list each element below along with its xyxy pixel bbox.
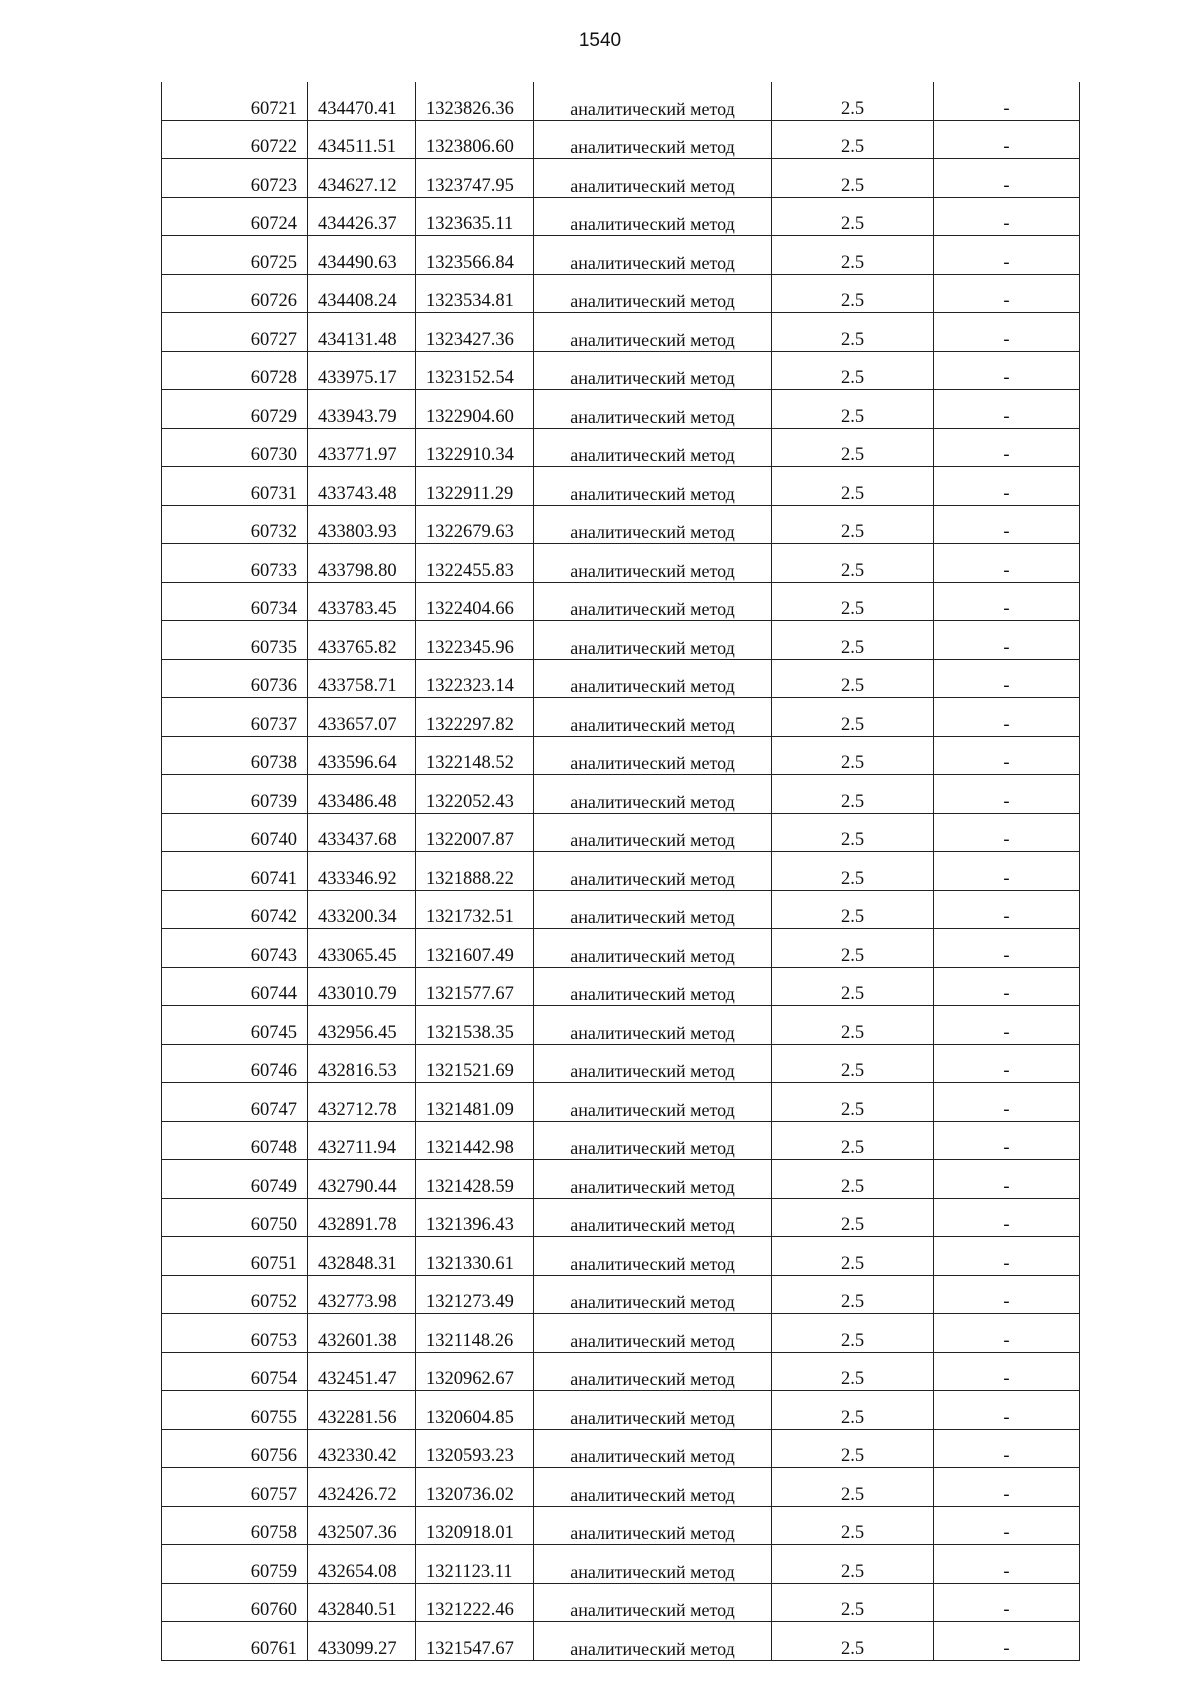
- note-cell: -: [934, 890, 1080, 929]
- note-cell: -: [934, 1468, 1080, 1507]
- table-row: [162, 544, 1080, 583]
- method-cell: аналитический метод: [534, 1006, 772, 1045]
- method-cell: аналитический метод: [534, 1237, 772, 1276]
- method-cell: аналитический метод: [534, 159, 772, 198]
- note-cell: -: [934, 159, 1080, 198]
- method-cell: аналитический метод: [534, 1429, 772, 1468]
- method-cell: аналитический метод: [534, 621, 772, 660]
- x-coordinate-cell: 433099.27: [308, 1622, 416, 1661]
- point-id-cell: 60733: [162, 544, 308, 583]
- table-row: [162, 1314, 1080, 1353]
- point-id-cell: 60736: [162, 659, 308, 698]
- point-id-cell: 60741: [162, 852, 308, 891]
- note-cell: -: [934, 390, 1080, 429]
- note-cell: -: [934, 1506, 1080, 1545]
- coordinates-table: [161, 82, 1080, 1661]
- x-coordinate-cell: 433771.97: [308, 428, 416, 467]
- note-cell: -: [934, 467, 1080, 506]
- y-coordinate-cell: 1323427.36: [416, 313, 534, 352]
- note-cell: -: [934, 1583, 1080, 1622]
- point-id-cell: 60756: [162, 1429, 308, 1468]
- y-coordinate-cell: 1321888.22: [416, 852, 534, 891]
- table-row: [162, 390, 1080, 429]
- method-cell: аналитический метод: [534, 274, 772, 313]
- accuracy-cell: 2.5: [772, 698, 934, 737]
- x-coordinate-cell: 433943.79: [308, 390, 416, 429]
- x-coordinate-cell: 434131.48: [308, 313, 416, 352]
- note-cell: -: [934, 82, 1080, 120]
- point-id-cell: 60735: [162, 621, 308, 660]
- y-coordinate-cell: 1322148.52: [416, 736, 534, 775]
- y-coordinate-cell: 1321732.51: [416, 890, 534, 929]
- y-coordinate-cell: 1321442.98: [416, 1121, 534, 1160]
- accuracy-cell: 2.5: [772, 82, 934, 120]
- point-id-cell: 60727: [162, 313, 308, 352]
- x-coordinate-cell: 432281.56: [308, 1391, 416, 1430]
- method-cell: аналитический метод: [534, 1083, 772, 1122]
- x-coordinate-cell: 434627.12: [308, 159, 416, 198]
- note-cell: -: [934, 313, 1080, 352]
- y-coordinate-cell: 1321273.49: [416, 1275, 534, 1314]
- table-row: [162, 582, 1080, 621]
- point-id-cell: 60739: [162, 775, 308, 814]
- table-row: [162, 1429, 1080, 1468]
- note-cell: -: [934, 1622, 1080, 1661]
- note-cell: -: [934, 582, 1080, 621]
- accuracy-cell: 2.5: [772, 736, 934, 775]
- y-coordinate-cell: 1321521.69: [416, 1044, 534, 1083]
- note-cell: -: [934, 120, 1080, 159]
- method-cell: аналитический метод: [534, 967, 772, 1006]
- note-cell: -: [934, 428, 1080, 467]
- point-id-cell: 60760: [162, 1583, 308, 1622]
- table-row: [162, 197, 1080, 236]
- point-id-cell: 60755: [162, 1391, 308, 1430]
- note-cell: -: [934, 621, 1080, 660]
- x-coordinate-cell: 433743.48: [308, 467, 416, 506]
- point-id-cell: 60742: [162, 890, 308, 929]
- accuracy-cell: 2.5: [772, 1314, 934, 1353]
- x-coordinate-cell: 432848.31: [308, 1237, 416, 1276]
- y-coordinate-cell: 1323806.60: [416, 120, 534, 159]
- point-id-cell: 60730: [162, 428, 308, 467]
- method-cell: аналитический метод: [534, 582, 772, 621]
- accuracy-cell: 2.5: [772, 236, 934, 275]
- accuracy-cell: 2.5: [772, 1429, 934, 1468]
- point-id-cell: 60731: [162, 467, 308, 506]
- accuracy-cell: 2.5: [772, 813, 934, 852]
- method-cell: аналитический метод: [534, 1160, 772, 1199]
- accuracy-cell: 2.5: [772, 1044, 934, 1083]
- point-id-cell: 60753: [162, 1314, 308, 1353]
- accuracy-cell: 2.5: [772, 1237, 934, 1276]
- accuracy-cell: 2.5: [772, 1583, 934, 1622]
- note-cell: -: [934, 1121, 1080, 1160]
- accuracy-cell: 2.5: [772, 1506, 934, 1545]
- table-row: [162, 236, 1080, 275]
- x-coordinate-cell: 433803.93: [308, 505, 416, 544]
- point-id-cell: 60726: [162, 274, 308, 313]
- table-row: [162, 1583, 1080, 1622]
- x-coordinate-cell: 434511.51: [308, 120, 416, 159]
- table-row: [162, 929, 1080, 968]
- note-cell: -: [934, 1275, 1080, 1314]
- point-id-cell: 60743: [162, 929, 308, 968]
- table-row: [162, 467, 1080, 506]
- table-row: [162, 1083, 1080, 1122]
- x-coordinate-cell: 433783.45: [308, 582, 416, 621]
- point-id-cell: 60738: [162, 736, 308, 775]
- point-id-cell: 60745: [162, 1006, 308, 1045]
- method-cell: аналитический метод: [534, 351, 772, 390]
- accuracy-cell: 2.5: [772, 1391, 934, 1430]
- x-coordinate-cell: 432840.51: [308, 1583, 416, 1622]
- table-row: [162, 1468, 1080, 1507]
- table-row: [162, 1044, 1080, 1083]
- method-cell: аналитический метод: [534, 313, 772, 352]
- point-id-cell: 60722: [162, 120, 308, 159]
- table-row: [162, 1352, 1080, 1391]
- x-coordinate-cell: 434408.24: [308, 274, 416, 313]
- table-row: [162, 428, 1080, 467]
- note-cell: -: [934, 544, 1080, 583]
- x-coordinate-cell: 433758.71: [308, 659, 416, 698]
- method-cell: аналитический метод: [534, 1545, 772, 1584]
- table-row: [162, 351, 1080, 390]
- note-cell: -: [934, 351, 1080, 390]
- point-id-cell: 60729: [162, 390, 308, 429]
- table-row: [162, 1006, 1080, 1045]
- method-cell: аналитический метод: [534, 1506, 772, 1545]
- x-coordinate-cell: 432711.94: [308, 1121, 416, 1160]
- note-cell: -: [934, 1429, 1080, 1468]
- table-row: [162, 736, 1080, 775]
- note-cell: -: [934, 1391, 1080, 1430]
- page-number: 1540: [578, 30, 622, 51]
- note-cell: -: [934, 1160, 1080, 1199]
- method-cell: аналитический метод: [534, 1352, 772, 1391]
- x-coordinate-cell: 432507.36: [308, 1506, 416, 1545]
- accuracy-cell: 2.5: [772, 582, 934, 621]
- accuracy-cell: 2.5: [772, 544, 934, 583]
- accuracy-cell: 2.5: [772, 775, 934, 814]
- accuracy-cell: 2.5: [772, 1352, 934, 1391]
- note-cell: -: [934, 274, 1080, 313]
- point-id-cell: 60749: [162, 1160, 308, 1199]
- y-coordinate-cell: 1321607.49: [416, 929, 534, 968]
- table-row: [162, 120, 1080, 159]
- x-coordinate-cell: 433346.92: [308, 852, 416, 891]
- y-coordinate-cell: 1321123.11: [416, 1545, 534, 1584]
- note-cell: -: [934, 1006, 1080, 1045]
- accuracy-cell: 2.5: [772, 197, 934, 236]
- point-id-cell: 60721: [162, 82, 308, 120]
- note-cell: -: [934, 813, 1080, 852]
- method-cell: аналитический метод: [534, 1468, 772, 1507]
- y-coordinate-cell: 1321396.43: [416, 1198, 534, 1237]
- method-cell: аналитический метод: [534, 1275, 772, 1314]
- method-cell: аналитический метод: [534, 505, 772, 544]
- point-id-cell: 60728: [162, 351, 308, 390]
- y-coordinate-cell: 1320736.02: [416, 1468, 534, 1507]
- table-row: [162, 1121, 1080, 1160]
- point-id-cell: 60723: [162, 159, 308, 198]
- table-row: [162, 1391, 1080, 1430]
- x-coordinate-cell: 434470.41: [308, 82, 416, 120]
- accuracy-cell: 2.5: [772, 1083, 934, 1122]
- point-id-cell: 60734: [162, 582, 308, 621]
- note-cell: -: [934, 967, 1080, 1006]
- accuracy-cell: 2.5: [772, 967, 934, 1006]
- method-cell: аналитический метод: [534, 852, 772, 891]
- point-id-cell: 60751: [162, 1237, 308, 1276]
- accuracy-cell: 2.5: [772, 1468, 934, 1507]
- method-cell: аналитический метод: [534, 82, 772, 120]
- x-coordinate-cell: 432451.47: [308, 1352, 416, 1391]
- y-coordinate-cell: 1322910.34: [416, 428, 534, 467]
- coordinates-table-body: [162, 82, 1080, 1660]
- table-row: [162, 82, 1080, 120]
- x-coordinate-cell: 432712.78: [308, 1083, 416, 1122]
- point-id-cell: 60724: [162, 197, 308, 236]
- y-coordinate-cell: 1322404.66: [416, 582, 534, 621]
- y-coordinate-cell: 1321577.67: [416, 967, 534, 1006]
- method-cell: аналитический метод: [534, 736, 772, 775]
- note-cell: -: [934, 1545, 1080, 1584]
- y-coordinate-cell: 1322297.82: [416, 698, 534, 737]
- point-id-cell: 60748: [162, 1121, 308, 1160]
- x-coordinate-cell: 433010.79: [308, 967, 416, 1006]
- point-id-cell: 60752: [162, 1275, 308, 1314]
- table-row: [162, 852, 1080, 891]
- x-coordinate-cell: 432891.78: [308, 1198, 416, 1237]
- method-cell: аналитический метод: [534, 120, 772, 159]
- table-row: [162, 1198, 1080, 1237]
- y-coordinate-cell: 1320918.01: [416, 1506, 534, 1545]
- point-id-cell: 60759: [162, 1545, 308, 1584]
- accuracy-cell: 2.5: [772, 852, 934, 891]
- accuracy-cell: 2.5: [772, 890, 934, 929]
- method-cell: аналитический метод: [534, 1391, 772, 1430]
- y-coordinate-cell: 1320604.85: [416, 1391, 534, 1430]
- x-coordinate-cell: 433200.34: [308, 890, 416, 929]
- table-row: [162, 775, 1080, 814]
- point-id-cell: 60725: [162, 236, 308, 275]
- table-row: [162, 274, 1080, 313]
- x-coordinate-cell: 433798.80: [308, 544, 416, 583]
- table-row: [162, 967, 1080, 1006]
- table-row: [162, 505, 1080, 544]
- table-row: [162, 313, 1080, 352]
- y-coordinate-cell: 1323747.95: [416, 159, 534, 198]
- accuracy-cell: 2.5: [772, 428, 934, 467]
- x-coordinate-cell: 434490.63: [308, 236, 416, 275]
- accuracy-cell: 2.5: [772, 390, 934, 429]
- accuracy-cell: 2.5: [772, 274, 934, 313]
- method-cell: аналитический метод: [534, 775, 772, 814]
- accuracy-cell: 2.5: [772, 659, 934, 698]
- x-coordinate-cell: 432790.44: [308, 1160, 416, 1199]
- accuracy-cell: 2.5: [772, 1545, 934, 1584]
- note-cell: -: [934, 1352, 1080, 1391]
- note-cell: -: [934, 197, 1080, 236]
- method-cell: аналитический метод: [534, 890, 772, 929]
- y-coordinate-cell: 1322904.60: [416, 390, 534, 429]
- y-coordinate-cell: 1322323.14: [416, 659, 534, 698]
- point-id-cell: 60737: [162, 698, 308, 737]
- table-row: [162, 621, 1080, 660]
- x-coordinate-cell: 433657.07: [308, 698, 416, 737]
- table-row: [162, 1622, 1080, 1661]
- x-coordinate-cell: 432773.98: [308, 1275, 416, 1314]
- x-coordinate-cell: 432426.72: [308, 1468, 416, 1507]
- x-coordinate-cell: 433975.17: [308, 351, 416, 390]
- y-coordinate-cell: 1321481.09: [416, 1083, 534, 1122]
- point-id-cell: 60761: [162, 1622, 308, 1661]
- accuracy-cell: 2.5: [772, 505, 934, 544]
- table-row: [162, 1237, 1080, 1276]
- method-cell: аналитический метод: [534, 390, 772, 429]
- accuracy-cell: 2.5: [772, 120, 934, 159]
- method-cell: аналитический метод: [534, 659, 772, 698]
- method-cell: аналитический метод: [534, 428, 772, 467]
- y-coordinate-cell: 1321330.61: [416, 1237, 534, 1276]
- accuracy-cell: 2.5: [772, 1006, 934, 1045]
- x-coordinate-cell: 434426.37: [308, 197, 416, 236]
- y-coordinate-cell: 1323826.36: [416, 82, 534, 120]
- x-coordinate-cell: 433437.68: [308, 813, 416, 852]
- note-cell: -: [934, 236, 1080, 275]
- method-cell: аналитический метод: [534, 544, 772, 583]
- x-coordinate-cell: 433065.45: [308, 929, 416, 968]
- table-row: [162, 1545, 1080, 1584]
- note-cell: -: [934, 659, 1080, 698]
- table-row: [162, 813, 1080, 852]
- method-cell: аналитический метод: [534, 1121, 772, 1160]
- y-coordinate-cell: 1322911.29: [416, 467, 534, 506]
- table-row: [162, 659, 1080, 698]
- x-coordinate-cell: 432654.08: [308, 1545, 416, 1584]
- accuracy-cell: 2.5: [772, 467, 934, 506]
- y-coordinate-cell: 1320593.23: [416, 1429, 534, 1468]
- y-coordinate-cell: 1321538.35: [416, 1006, 534, 1045]
- y-coordinate-cell: 1321222.46: [416, 1583, 534, 1622]
- table-row: [162, 698, 1080, 737]
- accuracy-cell: 2.5: [772, 1198, 934, 1237]
- point-id-cell: 60758: [162, 1506, 308, 1545]
- point-id-cell: 60750: [162, 1198, 308, 1237]
- y-coordinate-cell: 1323566.84: [416, 236, 534, 275]
- point-id-cell: 60747: [162, 1083, 308, 1122]
- table-row: [162, 1275, 1080, 1314]
- point-id-cell: 60757: [162, 1468, 308, 1507]
- accuracy-cell: 2.5: [772, 621, 934, 660]
- x-coordinate-cell: 432601.38: [308, 1314, 416, 1353]
- accuracy-cell: 2.5: [772, 1622, 934, 1661]
- method-cell: аналитический метод: [534, 1583, 772, 1622]
- note-cell: -: [934, 1198, 1080, 1237]
- method-cell: аналитический метод: [534, 1198, 772, 1237]
- note-cell: -: [934, 698, 1080, 737]
- note-cell: -: [934, 852, 1080, 891]
- accuracy-cell: 2.5: [772, 351, 934, 390]
- accuracy-cell: 2.5: [772, 1275, 934, 1314]
- accuracy-cell: 2.5: [772, 159, 934, 198]
- note-cell: -: [934, 1083, 1080, 1122]
- method-cell: аналитический метод: [534, 1044, 772, 1083]
- note-cell: -: [934, 505, 1080, 544]
- note-cell: -: [934, 736, 1080, 775]
- method-cell: аналитический метод: [534, 1314, 772, 1353]
- y-coordinate-cell: 1323152.54: [416, 351, 534, 390]
- y-coordinate-cell: 1322455.83: [416, 544, 534, 583]
- y-coordinate-cell: 1323534.81: [416, 274, 534, 313]
- accuracy-cell: 2.5: [772, 929, 934, 968]
- note-cell: -: [934, 929, 1080, 968]
- accuracy-cell: 2.5: [772, 1160, 934, 1199]
- x-coordinate-cell: 433486.48: [308, 775, 416, 814]
- y-coordinate-cell: 1323635.11: [416, 197, 534, 236]
- y-coordinate-cell: 1322007.87: [416, 813, 534, 852]
- method-cell: аналитический метод: [534, 236, 772, 275]
- note-cell: -: [934, 775, 1080, 814]
- x-coordinate-cell: 433765.82: [308, 621, 416, 660]
- method-cell: аналитический метод: [534, 929, 772, 968]
- point-id-cell: 60740: [162, 813, 308, 852]
- method-cell: аналитический метод: [534, 698, 772, 737]
- x-coordinate-cell: 432330.42: [308, 1429, 416, 1468]
- y-coordinate-cell: 1322679.63: [416, 505, 534, 544]
- x-coordinate-cell: 432816.53: [308, 1044, 416, 1083]
- note-cell: -: [934, 1044, 1080, 1083]
- table-row: [162, 1160, 1080, 1199]
- method-cell: аналитический метод: [534, 467, 772, 506]
- y-coordinate-cell: 1321547.67: [416, 1622, 534, 1661]
- table-row: [162, 159, 1080, 198]
- point-id-cell: 60754: [162, 1352, 308, 1391]
- method-cell: аналитический метод: [534, 1622, 772, 1661]
- y-coordinate-cell: 1321148.26: [416, 1314, 534, 1353]
- point-id-cell: 60732: [162, 505, 308, 544]
- table-row: [162, 890, 1080, 929]
- y-coordinate-cell: 1321428.59: [416, 1160, 534, 1199]
- y-coordinate-cell: 1322052.43: [416, 775, 534, 814]
- accuracy-cell: 2.5: [772, 313, 934, 352]
- method-cell: аналитический метод: [534, 813, 772, 852]
- note-cell: -: [934, 1314, 1080, 1353]
- accuracy-cell: 2.5: [772, 1121, 934, 1160]
- note-cell: -: [934, 1237, 1080, 1276]
- method-cell: аналитический метод: [534, 197, 772, 236]
- x-coordinate-cell: 432956.45: [308, 1006, 416, 1045]
- y-coordinate-cell: 1322345.96: [416, 621, 534, 660]
- y-coordinate-cell: 1320962.67: [416, 1352, 534, 1391]
- x-coordinate-cell: 433596.64: [308, 736, 416, 775]
- point-id-cell: 60744: [162, 967, 308, 1006]
- table-row: [162, 1506, 1080, 1545]
- point-id-cell: 60746: [162, 1044, 308, 1083]
